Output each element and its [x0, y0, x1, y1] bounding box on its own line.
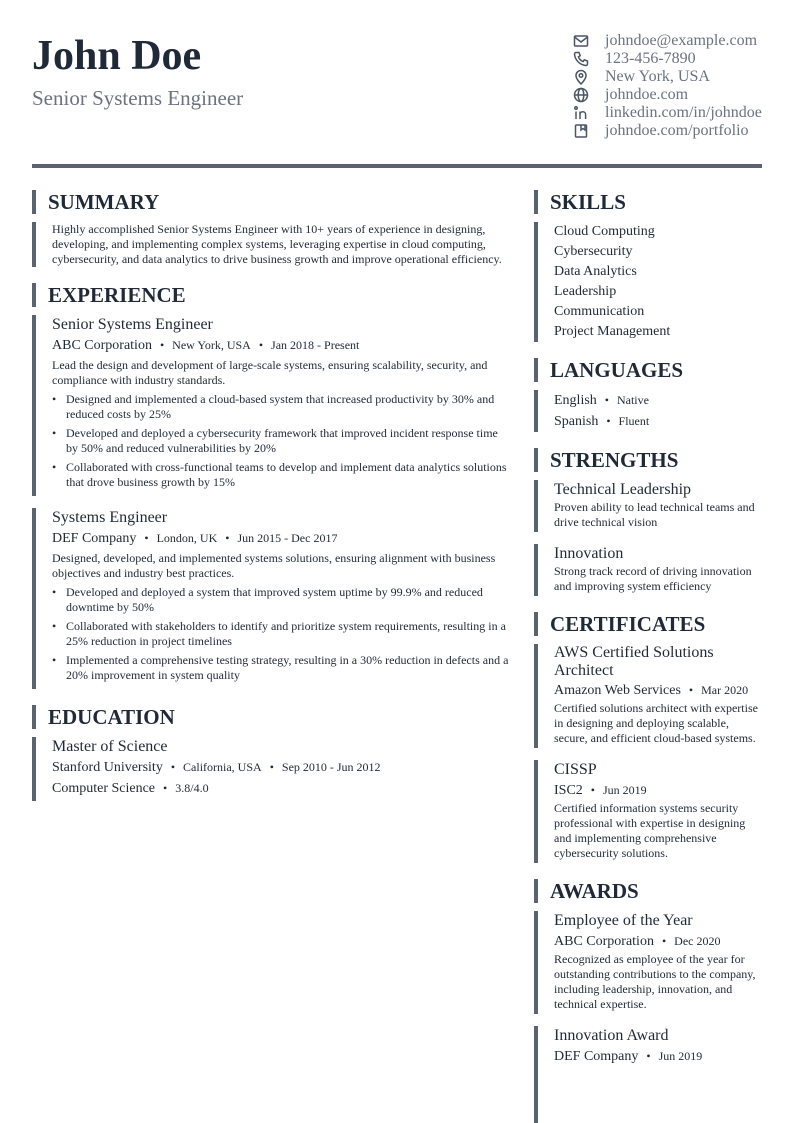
award-meta: ABC Corporation • Dec 2020	[554, 934, 721, 949]
field-of-study: Computer Science	[52, 781, 156, 796]
language-level: Native	[616, 393, 649, 407]
experience-item	[32, 315, 510, 496]
certificate-meta: Amazon Web Services • Mar 2020	[554, 683, 749, 698]
award-date: Dec 2020	[674, 934, 721, 948]
strength-item	[534, 544, 762, 596]
job-title: Systems Engineer	[52, 509, 168, 526]
list-item: Project Management	[554, 324, 671, 339]
certificate-issuer: Amazon Web Services	[554, 683, 681, 698]
education-heading: EDUCATION	[32, 705, 510, 729]
contact-location	[572, 68, 792, 86]
education-meta: Stanford University • California, USA • Sep 2010 - Jun 2012	[52, 760, 381, 775]
mail-icon	[572, 33, 589, 50]
certificate-item	[534, 760, 762, 863]
certificate-text: Certified information systems security professional with expertise in designing and implementing comprehensive cybersecurity solutions.	[554, 801, 746, 860]
language-name: Spanish	[554, 414, 599, 429]
education-item	[32, 737, 510, 801]
education-field-row: Computer Science • 3.8/4.0	[52, 781, 209, 796]
contact-website-text: johndoe.com	[605, 86, 689, 103]
candidate-title: Senior Systems Engineer	[32, 86, 244, 110]
certificate-date: Mar 2020	[701, 683, 749, 697]
skills-section	[534, 222, 762, 342]
languages-section	[534, 390, 762, 432]
awards-heading: AWARDS	[534, 879, 762, 903]
languages-heading: LANGUAGES	[534, 358, 762, 382]
contact-phone[interactable]	[572, 50, 792, 68]
contact-linkedin-text: linkedin.com/in/johndoe	[605, 104, 762, 121]
certificate-date: Jun 2019	[603, 783, 647, 797]
certificates-heading: CERTIFICATES	[534, 612, 762, 636]
job-location: London, UK	[156, 531, 218, 545]
award-title: Employee of the Year	[554, 912, 693, 929]
summary-heading: SUMMARY	[32, 190, 510, 214]
experience-heading: EXPERIENCE	[32, 283, 510, 307]
contact-email-text: johndoe@example.com	[605, 32, 758, 49]
contact-website[interactable]	[572, 86, 792, 104]
degree: Master of Science	[52, 738, 168, 755]
list-item: • Collaborated with cross-functional teams to develop and implement data analytics solutions that drove business growth by 15%	[52, 460, 510, 490]
contact-portfolio-text: johndoe.com/portfolio	[605, 122, 749, 139]
contact-linkedin[interactable]	[572, 104, 792, 122]
contact-portfolio[interactable]	[572, 122, 792, 140]
contact-location-text: New York, USA	[605, 68, 710, 85]
strength-title: Innovation	[554, 545, 624, 562]
certificate-title: AWS Certified Solutions Architect	[554, 644, 714, 679]
list-item: • Developed and deployed a system that improved system uptime by 99.9% and reduced downtime by 50%	[52, 585, 510, 615]
contact-list	[572, 32, 792, 140]
candidate-name: John Doe	[32, 33, 202, 79]
job-achievements	[52, 392, 510, 490]
summary-text: Highly accomplished Senior Systems Engineer with 10+ years of experience in designing, developing, and implementing complex systems, leveraging expertise in cloud computing, cybersecurity, and data analytics to drive business growth and improve operational efficiency.	[52, 222, 502, 266]
job-location: New York, USA	[172, 338, 251, 352]
school-location: California, USA	[183, 760, 262, 774]
award-date: Jun 2019	[658, 1049, 703, 1063]
job-meta: ABC Corporation • New York, USA • Jan 2018 - Present	[52, 338, 360, 353]
side-column	[534, 190, 762, 1123]
job-dates: Jun 2015 - Dec 2017	[237, 531, 338, 545]
award-issuer: ABC Corporation	[554, 934, 654, 949]
list-item: Leadership	[554, 284, 617, 299]
list-item: • Implemented a comprehensive testing strategy, resulting in a 30% reduction in defects and a 20% improvement in system quality	[52, 653, 510, 683]
list-item: • Designed and implemented a cloud-based system that increased productivity by 30% and reduced costs by 25%	[52, 392, 510, 422]
award-issuer: DEF Company	[554, 1049, 639, 1064]
strength-text: Strong track record of driving innovation and improving system efficiency	[554, 564, 752, 593]
linkedin-icon	[572, 105, 589, 122]
phone-icon	[572, 51, 589, 68]
strengths-heading: STRENGTHS	[534, 448, 762, 472]
experience-item	[32, 508, 510, 689]
strength-item	[534, 480, 762, 532]
list-item: • Developed and deployed a cybersecurity framework that improved incident response time by 50% and reduced vulnerabilities by 20%	[52, 426, 510, 456]
job-title: Senior Systems Engineer	[52, 316, 213, 333]
gpa: 3.8/4.0	[175, 781, 209, 795]
certificate-meta: ISC2 • Jun 2019	[554, 783, 647, 798]
certificate-item	[534, 644, 762, 748]
language-level: Fluent	[618, 414, 650, 428]
certificate-issuer: ISC2	[554, 783, 583, 798]
job-description: Lead the design and development of large-scale systems, ensuring scalability, security, and compliance with industry standards.	[52, 358, 488, 387]
skills-heading: SKILLS	[534, 190, 762, 214]
globe-icon	[572, 87, 589, 104]
award-text: Recognized as employee of the year for outstanding contributions to the company, including leadership, innovation, and technical expertise.	[554, 952, 756, 1011]
job-dates: Jan 2018 - Present	[271, 338, 360, 352]
job-description: Designed, developed, and implemented systems solutions, ensuring alignment with business objectives and industry best practices.	[52, 551, 496, 580]
summary-section	[32, 222, 510, 267]
language-name: English	[554, 393, 597, 408]
school: Stanford University	[52, 760, 163, 775]
list-item: Communication	[554, 304, 645, 319]
main-column	[32, 190, 510, 801]
strength-text: Proven ability to lead technical teams and drive technical vision	[554, 500, 755, 529]
list-item: • Collaborated with stakeholders to identify and prioritize system requirements, resulting in a 25% reduction in project timelines	[52, 619, 510, 649]
award-item	[534, 1026, 762, 1123]
portfolio-icon	[572, 123, 589, 140]
list-item: Data Analytics	[554, 264, 637, 279]
certificate-title: CISSP	[554, 761, 597, 778]
language-row: Spanish • Fluent	[554, 414, 650, 429]
contact-phone-text: 123-456-7890	[605, 50, 696, 67]
job-achievements	[52, 585, 510, 683]
language-row: English • Native	[554, 393, 649, 408]
award-meta: DEF Company • Jun 2019	[554, 1049, 703, 1064]
job-meta: DEF Company • London, UK • Jun 2015 - Dec 2017	[52, 531, 338, 546]
education-dates: Sep 2010 - Jun 2012	[281, 760, 381, 774]
strength-title: Technical Leadership	[554, 481, 692, 498]
list-item: Cybersecurity	[554, 244, 633, 259]
list-item: Cloud Computing	[554, 224, 655, 239]
award-title: Innovation Award	[554, 1027, 669, 1044]
certificate-text: Certified solutions architect with expertise in designing and deploying scalable, secure, and efficient cloud-based systems.	[554, 701, 758, 745]
award-item	[534, 911, 762, 1014]
job-company: ABC Corporation	[52, 338, 152, 353]
job-company: DEF Company	[52, 531, 137, 546]
header-divider	[32, 164, 762, 168]
contact-email[interactable]	[572, 32, 792, 50]
location-pin-icon	[572, 69, 589, 86]
